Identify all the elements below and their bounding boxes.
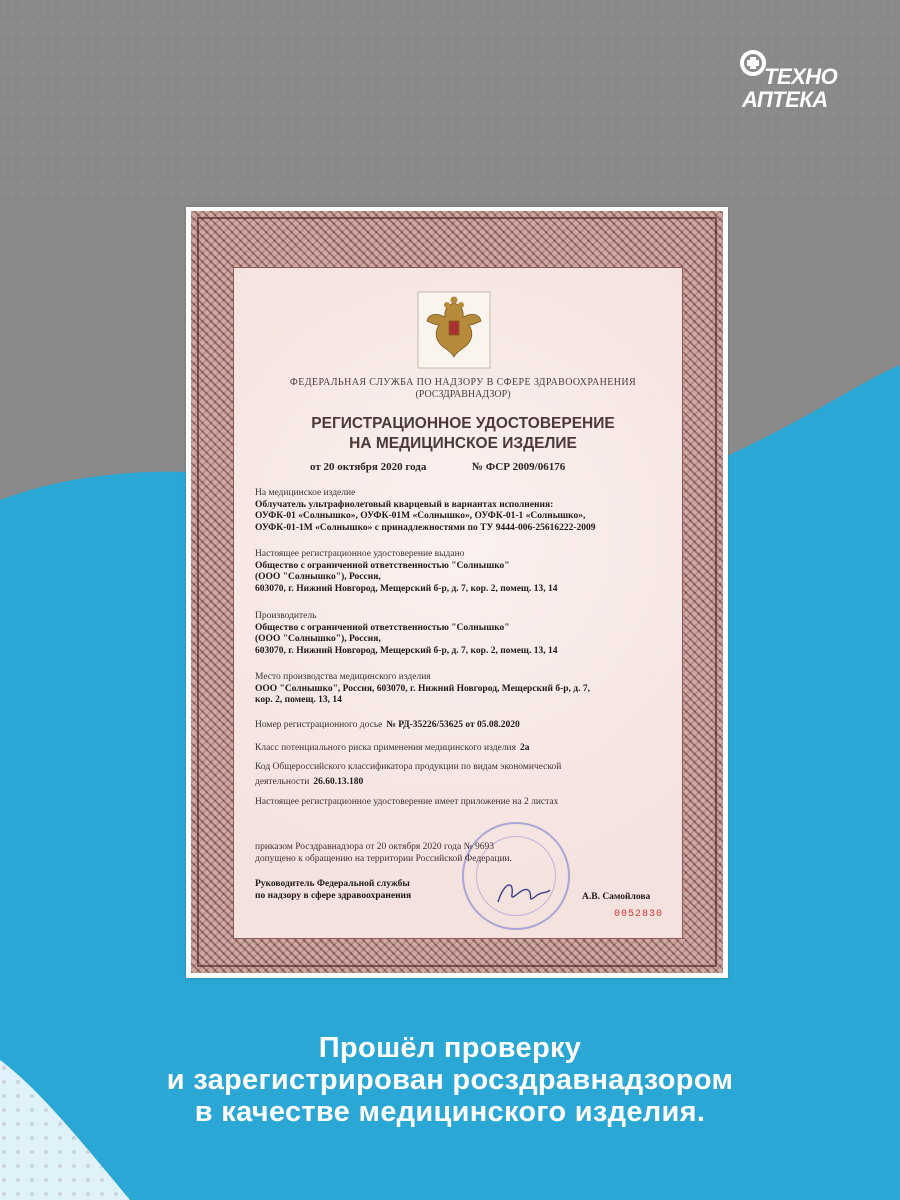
manufacturer-section	[255, 611, 675, 657]
appendix-note: Настоящее регистрационное удостоверение имеет приложение на 2 листах	[255, 797, 559, 807]
production-line: кор. 2, помещ. 13, 14	[255, 695, 342, 705]
agency-abbreviation: (РОСЗДРАВНАДЗОР)	[415, 389, 511, 400]
caption-line3: в качестве медицинского изделия.	[194, 1096, 706, 1128]
medical-cross-icon	[740, 50, 766, 76]
manufacturer-line: (ООО "Солнышко"), Россия,	[255, 634, 381, 644]
device-label: На медицинское изделие	[255, 488, 356, 498]
device-line: Облучатель ультрафиолетовый кварцевый в вариантах исполнения:	[255, 499, 554, 510]
signer-name: А.В. Самойлова	[582, 892, 651, 902]
appendix-section	[255, 797, 675, 809]
risk-value: 2а	[519, 743, 530, 753]
caption-line1: Прошёл проверку	[318, 1032, 582, 1064]
agency-name: ФЕДЕРАЛЬНАЯ СЛУЖБА ПО НАДЗОРУ В СФЕРЕ ЗДРАВООХРАНЕНИЯ	[289, 377, 637, 388]
certificate-number: № ФСР 2009/06176	[472, 461, 566, 473]
okpd-value: 26.60.13.180	[313, 776, 364, 787]
coat-of-arms-icon	[417, 291, 491, 369]
dossier-section	[255, 717, 675, 732]
order-section	[255, 842, 675, 865]
issued-line: (ООО "Солнышко"), Россия,	[255, 572, 381, 582]
certificate-title	[228, 414, 698, 454]
order-line2: допущено к обращению на территории Российской Федерации.	[255, 853, 513, 864]
production-line: ООО "Солнышко", Россия, 603070, г. Нижний Новгород, Мещерский б-р, д. 7,	[255, 683, 590, 694]
risk-label: Класс потенциального риска применения медицинского изделия	[255, 743, 516, 753]
logo-text-line1: ТЕХНО	[764, 64, 838, 89]
issued-line: Общество с ограниченной ответственностью "Солнышко"	[255, 560, 510, 571]
okpd-section	[255, 762, 675, 788]
device-line: ОУФК-01-1М «Солнышко» с принадлежностями по ТУ 9444-006-25616222-2009	[255, 522, 596, 533]
dossier-value: № РД-35226/53625 от 05.08.2020	[386, 720, 520, 730]
title-line2: НА МЕДИЦИНСКОЕ ИЗДЕЛИЕ	[349, 435, 577, 452]
serial-number: 0052830	[614, 909, 664, 920]
issued-line: 603070, г. Нижний Новгород, Мещерский б-р, д. 7, кор. 2, помещ. 13, 14	[255, 583, 558, 594]
okpd-label-2: деятельности	[255, 776, 310, 787]
manufacturer-line: 603070, г. Нижний Новгород, Мещерский б-р, д. 7, кор. 2, помещ. 13, 14	[255, 645, 558, 656]
title-line1: РЕГИСТРАЦИОННОЕ УДОСТОВЕРЕНИЕ	[311, 415, 615, 432]
manufacturer-line: Общество с ограниченной ответственностью "Солнышко"	[255, 622, 510, 633]
logo-text-line2: АПТЕКА	[742, 87, 828, 112]
production-section	[255, 672, 675, 707]
risk-section	[255, 740, 675, 755]
device-section	[255, 488, 675, 534]
dossier-label: Номер регистрационного досье	[255, 720, 383, 730]
signer-title-line1: Руководитель Федеральной службы	[255, 879, 410, 889]
production-label: Место производства медицинского изделия	[255, 672, 431, 682]
caption-line2: и зарегистрирован росздравнадзором	[166, 1064, 734, 1096]
issued-label: Настоящее регистрационное удостоверение выдано	[255, 549, 465, 559]
signer-title-line2: по надзору в сфере здравоохранения	[255, 890, 412, 901]
device-line: ОУФК-01 «Солнышко», ОУФК-01М «Солнышко», ОУФК-01-1 «Солнышко»,	[255, 511, 586, 521]
order-line1: приказом Росздравнадзора от 20 октября 2020 года № 9693	[255, 842, 495, 852]
manufacturer-label: Производитель	[255, 611, 317, 621]
okpd-label: Код Общероссийского классификатора продукции по видам экономической	[255, 762, 562, 772]
brand-logo	[740, 46, 865, 112]
certificate-date: от 20 октября 2020 года	[310, 461, 427, 473]
issued-section	[255, 549, 675, 595]
